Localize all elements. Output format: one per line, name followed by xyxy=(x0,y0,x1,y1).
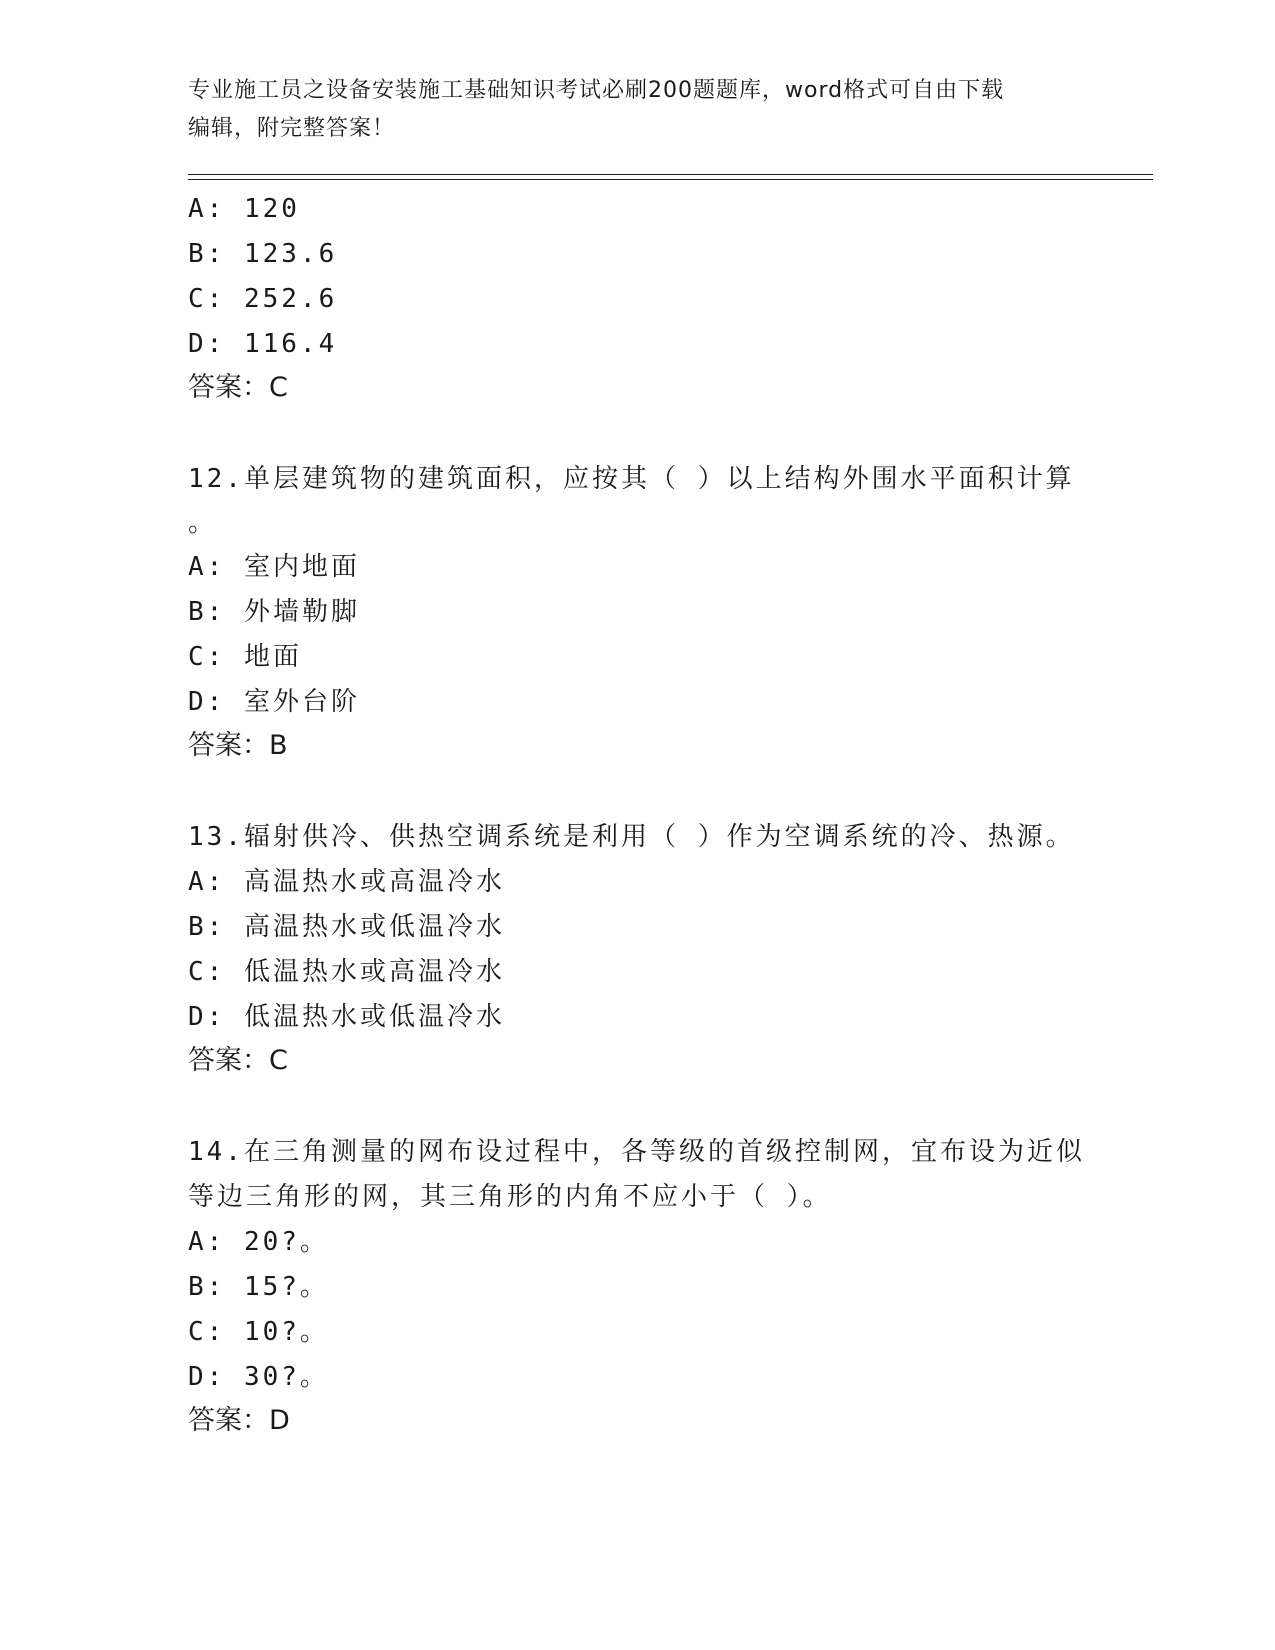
q12-option-a: A: 室内地面 xyxy=(188,552,360,582)
q11-option-a: A: 120 xyxy=(188,194,300,224)
q14-answer: 答案：D xyxy=(188,1405,290,1436)
q11-option-b: B: 123.6 xyxy=(188,239,338,269)
q12-stem-line-1: 12.单层建筑物的建筑面积，应按其（ ）以上结构外围水平面积计算 xyxy=(188,464,1075,494)
header-title-line-2: 编辑，附完整答案！ xyxy=(188,116,396,141)
q14-option-b: B: 15?。 xyxy=(188,1272,329,1302)
q12-answer: 答案：B xyxy=(188,730,288,761)
q12-stem-line-2: 。 xyxy=(188,508,218,538)
q13-option-a: A: 高温热水或高温冷水 xyxy=(188,867,505,897)
q12-option-c: C: 地面 xyxy=(188,642,302,672)
q13-answer: 答案：C xyxy=(188,1045,288,1076)
q11-answer: 答案：C xyxy=(188,372,288,403)
q11-option-c: C: 252.6 xyxy=(188,284,338,314)
q14-option-a: A: 20?。 xyxy=(188,1227,329,1257)
q14-stem-line-1: 14.在三角测量的网布设过程中，各等级的首级控制网，宜布设为近似 xyxy=(188,1137,1085,1167)
q12-option-b: B: 外墙勒脚 xyxy=(188,597,360,627)
q13-stem-line-1: 13.辐射供冷、供热空调系统是利用（ ）作为空调系统的冷、热源。 xyxy=(188,822,1075,852)
q13-option-b: B: 高温热水或低温冷水 xyxy=(188,912,505,942)
document-header xyxy=(188,72,1088,148)
q13-option-d: D: 低温热水或低温冷水 xyxy=(188,1002,505,1032)
q13-option-c: C: 低温热水或高温冷水 xyxy=(188,957,505,987)
q12-option-d: D: 室外台阶 xyxy=(188,687,360,717)
q14-stem-line-2: 等边三角形的网，其三角形的内角不应小于（ ）。 xyxy=(188,1182,832,1212)
header-title-line-1: 专业施工员之设备安装施工基础知识考试必刷200题题库，word格式可自由下载 xyxy=(188,78,1005,103)
q14-option-c: C: 10?。 xyxy=(188,1317,329,1347)
q14-option-d: D: 30?。 xyxy=(188,1362,329,1392)
q11-option-d: D: 116.4 xyxy=(188,329,338,359)
header-divider-top xyxy=(188,174,1153,175)
header-divider-bottom xyxy=(188,179,1153,180)
